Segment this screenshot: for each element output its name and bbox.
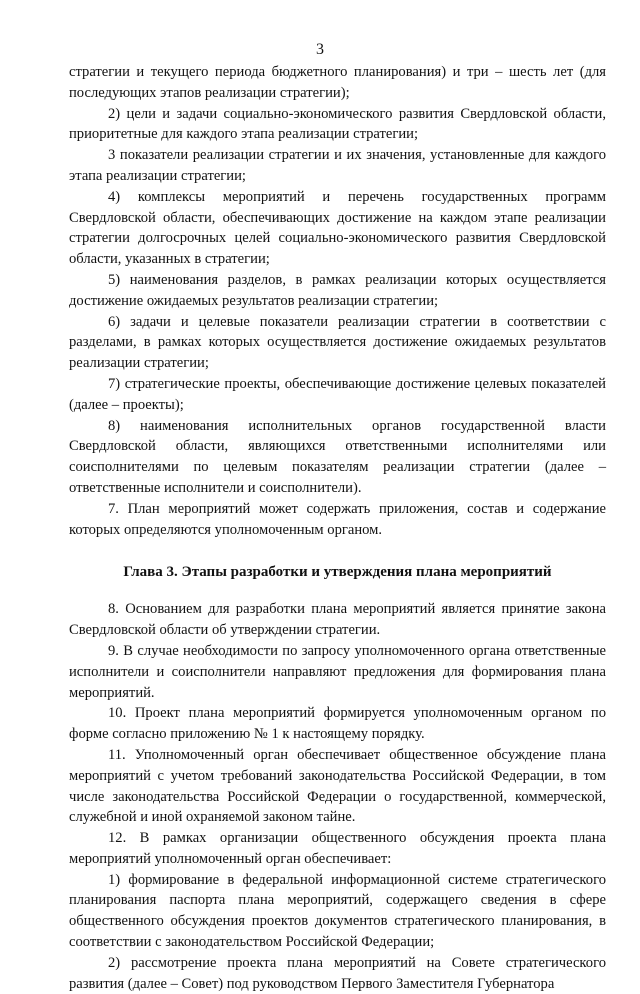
- list-item-6: 6) задачи и целевые показатели реализации стратегии в соответствии с разделами, в рамках которых осуществляется достижение ожидаемых результатов реализации стратегии;: [69, 313, 606, 372]
- paragraph-12: 12. В рамках организации общественного обсуждения проекта плана мероприятий уполномоченный орган обеспечивает:: [69, 830, 606, 867]
- paragraph-11: 11. Уполномоченный орган обеспечивает общественное обсуждение плана мероприятий с учетом требований законодательства Российской Федерации, в том числе законодательства Российской Федерации о государственной, коммерческой, служебной и иной охраняемой законом тайне.: [69, 746, 606, 826]
- paragraph-12-item-2: 2) рассмотрение проекта плана мероприятий на Совете стратегического развития (далее – Совет) под руководством Первого Заместителя Губернатора: [69, 954, 606, 992]
- document-body: [69, 62, 606, 994]
- list-item-3: 3 показатели реализации стратегии и их значения, установленные для каждого этапа реализации стратегии;: [69, 147, 606, 184]
- list-item-7: 7) стратегические проекты, обеспечивающие достижение целевых показателей (далее – проекты);: [69, 375, 606, 413]
- chapter-heading: Глава 3. Этапы разработки и утверждения плана мероприятий: [123, 564, 552, 581]
- paragraph-9: 9. В случае необходимости по запросу уполномоченного органа ответственные исполнители и соисполнители направляют предложения для формирования плана мероприятий.: [69, 642, 606, 701]
- list-item-2: 2) цели и задачи социально-экономического развития Свердловской области, приоритетные для каждого этапа реализации стратегии;: [69, 105, 606, 143]
- list-item-4: 4) комплексы мероприятий и перечень государственных программ Свердловской области, обеспечивающих достижение на каждом этапе реализации стратегии долгосрочных целей социально-экономического развития Свердловской области, указанных в стратегии;: [69, 188, 606, 268]
- paragraph-8: 8. Основанием для разработки плана мероприятий является принятие закона Свердловской области об утверждении стратегии.: [69, 601, 606, 639]
- paragraph-7: 7. План мероприятий может содержать приложения, состав и содержание которых определяются уполномоченным органом.: [69, 500, 606, 538]
- list-item-8: 8) наименования исполнительных органов государственной власти Свердловской области, являющихся ответственными исполнителями или соисполнителями по целевым показателям реализации стратегии (далее – ответственные исполнители и соисполнители).: [69, 417, 606, 496]
- paragraph-continuation: стратегии и текущего периода бюджетного планирования) и три – шесть лет (для последующих этапов реализации стратегии);: [69, 64, 606, 101]
- paragraph-10: 10. Проект плана мероприятий формируется уполномоченным органом по форме согласно приложению № 1 к настоящему порядку.: [69, 705, 606, 743]
- page-number: 3: [316, 41, 324, 58]
- list-item-5: 5) наименования разделов, в рамках реализации которых осуществляется достижение ожидаемых результатов реализации стратегии;: [69, 271, 606, 309]
- paragraph-12-item-1: 1) формирование в федеральной информационной системе стратегического планирования паспорта плана мероприятий, содержащего сведения в сфере общественного обсуждения проектов документов стратегического планирования, в соответствии с законодательством Российской Федерации;: [69, 871, 606, 951]
